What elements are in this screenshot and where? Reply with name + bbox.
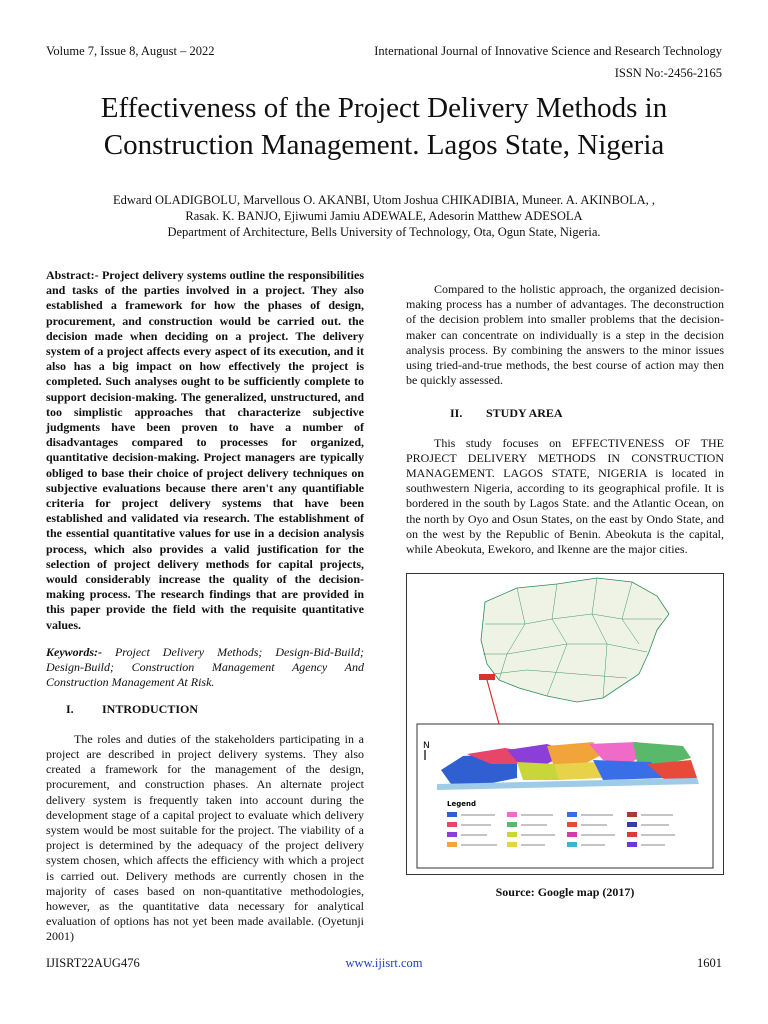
keywords-text: Project Delivery Methods; Design-Bid-Build; Design-Build; Construction Management Agency And Construction Management At Risk. xyxy=(46,644,365,690)
header-journal: International Journal of Innovative Science and Research Technology xyxy=(374,44,722,58)
page-number: 1601 xyxy=(697,956,722,970)
keywords xyxy=(46,645,364,691)
right-column xyxy=(406,282,724,900)
figure-caption: Source: Google map (2017) xyxy=(495,885,635,900)
authors-block xyxy=(40,192,728,240)
authors-line-2: Rasak. K. BANJO, Ejiwumi Jamiu ADEWALE, Adesorin Matthew ADESOLA xyxy=(185,209,583,223)
section-number: II. xyxy=(450,406,463,421)
map-figure xyxy=(406,573,724,875)
introduction-paragraph: The roles and duties of the stakeholders participating in a project are described in project delivery systems. They also created a framework for the management of the design, procurement, and construction phases. An alternate project delivery system is frequently taken into account during the development stage of a capital project to evaluate which delivery system would be most suitable for the project. The viability of a project is determined by the adequacy of the project delivery system chosen, which affects the efficiency with which a project is carried out. Delivery methods are currently chosen in the majority of cases based on non-quantitative methodologies, however, as the quantitative data necessary for analytical evaluation of options has not yet been made available. (Oyetunji 2001) xyxy=(46,731,364,944)
map-image xyxy=(407,574,723,874)
abstract-text: Project delivery systems outline the responsibilities and tasks of the parties involved in a project. They also established a framework for how the phases of design, procurement, and construction would be carried out. the decision made when deciding on a project. The delivery system of a project affects every aspect of its execution, and it also has a big impact on how effectively the project is completed. Such analyses ought to be sufficiently complete to support decision-making. The generalized, unstructured, and too simplistic approaches that characterize subjective judgments have been proven to have a number of disadvantages compared to processes for organized, quantitative decision-making. Project managers are typically obliged to base their choice of project delivery techniques on subjective evaluations because there aren't any quantifiable criteria for project delivery systems that have been established and validated via research. The establishment of the essential quantitative values for use in a decision analysis process, which also provides a valid justification for the selection of project delivery methods for capital projects, would considerably increase the quality of the decision-making process. The research findings that are provided in this paper provide the field with the requisite quantitative values. xyxy=(46,268,365,632)
study-area-paragraph: This study focuses on EFFECTIVENESS OF THE PROJECT DELIVERY METHODS IN CONSTRUCTION MANAGEMENT. LAGOS STATE, NIGERIA is located in southwestern Nigeria, according to its geographical profile. It is bordered in the south by Lagos State. and the Atlantic Ocean, on the north by Oyo and Osun States, on the east by Ondo State, and on the west by the Republic of Benin. Abeokuta is the capital, while Abeokuta, Ewekoro, and Ikenne are the major cities. xyxy=(406,435,724,557)
affiliation: Department of Architecture, Bells University of Technology, Ota, Ogun State, Nigeria. xyxy=(167,225,601,239)
section-title: INTRODUCTION xyxy=(102,702,199,717)
footer-id: IJISRT22AUG476 xyxy=(46,956,140,970)
section-number: I. xyxy=(66,702,74,717)
section-heading-study-area xyxy=(406,406,724,421)
north-arrow: N xyxy=(423,741,430,752)
paper-title: Effectiveness of the Project Delivery Methods in Construction Management. Lagos State, Nigeria xyxy=(100,92,668,161)
decision-paragraph: Compared to the holistic approach, the organized decision-making process has a number of advantages. The deconstruction of the decision problem into smaller problems that the decision-maker can concentrate on individually is a step in the decision analysis process. By combining the answers to the minor issues using tried-and-true methods, the best course of action may then be quickly assessed. xyxy=(406,282,724,388)
section-heading-introduction xyxy=(46,702,364,717)
left-column xyxy=(46,268,364,945)
section-title: STUDY AREA xyxy=(486,406,563,421)
header-volume: Volume 7, Issue 8, August – 2022 xyxy=(46,44,215,58)
footer-website-link[interactable]: www.ijisrt.com xyxy=(345,956,423,970)
keywords-label: Keywords:- xyxy=(46,644,102,659)
lagos-highlight xyxy=(479,674,495,680)
header-issn: ISSN No:-2456-2165 xyxy=(614,66,722,80)
legend-title: Legend xyxy=(447,800,476,809)
authors-line-1: Edward OLADIGBOLU, Marvellous O. AKANBI, Utom Joshua CHIKADIBIA, Muneer. A. AKINBOLA, , xyxy=(113,193,655,207)
pointer-line xyxy=(487,680,499,724)
abstract-label: Abstract:- xyxy=(46,268,99,282)
nigeria-map xyxy=(481,578,669,702)
abstract xyxy=(46,268,364,633)
